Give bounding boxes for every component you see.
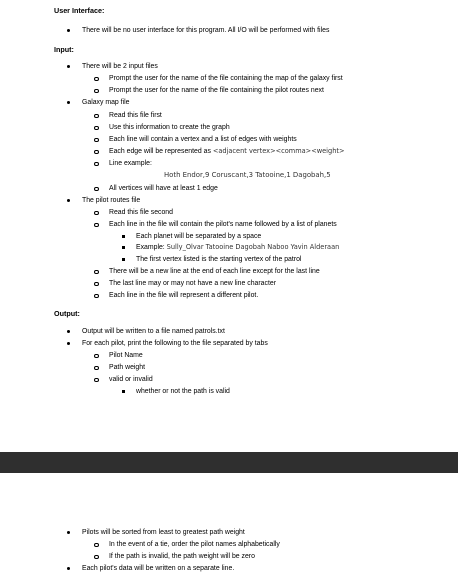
list-item: Galaxy map file bbox=[82, 98, 130, 107]
bullet-icon bbox=[67, 330, 70, 333]
circle-bullet-icon bbox=[94, 378, 99, 383]
list-item: Line example: bbox=[109, 159, 152, 168]
list-item: Each line in the file will contain the pilot's name followed by a list of planets bbox=[109, 220, 337, 229]
list-item: There will be no user interface for this program. All I/O will be performed with files bbox=[82, 26, 329, 35]
square-bullet-icon bbox=[122, 246, 125, 249]
list-item: All vertices will have at least 1 edge bbox=[109, 184, 218, 193]
list-item: For each pilot, print the following to the file separated by tabs bbox=[82, 339, 268, 348]
input-heading: Input: bbox=[54, 45, 74, 54]
list-item: Each line in the file will represent a different pilot. bbox=[109, 291, 258, 300]
circle-bullet-icon bbox=[94, 187, 99, 192]
list-item: In the event of a tie, order the pilot names alphabetically bbox=[109, 540, 280, 549]
square-bullet-icon bbox=[122, 235, 125, 238]
circle-bullet-icon bbox=[94, 126, 99, 131]
circle-bullet-icon bbox=[94, 366, 99, 371]
list-item: Each line will contain a vertex and a list of edges with weights bbox=[109, 135, 297, 144]
circle-bullet-icon bbox=[94, 282, 99, 287]
circle-bullet-icon bbox=[94, 89, 99, 94]
circle-bullet-icon bbox=[94, 114, 99, 119]
list-item: The last line may or may not have a new line character bbox=[109, 279, 276, 288]
circle-bullet-icon bbox=[94, 77, 99, 82]
user-interface-heading: User Interface: bbox=[54, 6, 105, 15]
bullet-icon bbox=[67, 342, 70, 345]
list-item: Prompt the user for the name of the file containing the map of the galaxy first bbox=[109, 74, 343, 83]
circle-bullet-icon bbox=[94, 138, 99, 143]
edge-format-code: <adjacent vertex><comma><weight> bbox=[212, 147, 345, 155]
circle-bullet-icon bbox=[94, 150, 99, 155]
bullet-icon bbox=[67, 199, 70, 202]
list-item: The pilot routes file bbox=[82, 196, 140, 205]
circle-bullet-icon bbox=[94, 270, 99, 275]
bullet-icon bbox=[67, 29, 70, 32]
list-item: There will be 2 input files bbox=[82, 62, 158, 71]
circle-bullet-icon bbox=[94, 223, 99, 228]
list-item: Output will be written to a file named patrols.txt bbox=[82, 327, 225, 336]
list-item: valid or invalid bbox=[109, 375, 153, 384]
list-item: If the path is invalid, the path weight will be zero bbox=[109, 552, 255, 561]
circle-bullet-icon bbox=[94, 354, 99, 359]
list-item: Each edge will be represented as <adjacent vertex><comma><weight> bbox=[109, 147, 344, 156]
document-page-2 bbox=[0, 473, 458, 578]
list-item: Use this information to create the graph bbox=[109, 123, 230, 132]
list-item: Path weight bbox=[109, 363, 145, 372]
circle-bullet-icon bbox=[94, 211, 99, 216]
list-item: Read this file first bbox=[109, 111, 162, 120]
circle-bullet-icon bbox=[94, 162, 99, 167]
bullet-icon bbox=[67, 101, 70, 104]
list-item: The first vertex listed is the starting vertex of the patrol bbox=[136, 255, 301, 264]
square-bullet-icon bbox=[122, 258, 125, 261]
bullet-icon bbox=[67, 65, 70, 68]
list-item: Pilots will be sorted from least to greatest path weight bbox=[82, 528, 245, 537]
page-separator bbox=[0, 452, 458, 473]
circle-bullet-icon bbox=[94, 294, 99, 299]
line-example-code: Hoth Endor,9 Coruscant,3 Tatooine,1 Dagobah,5 bbox=[164, 171, 331, 179]
list-item: Pilot Name bbox=[109, 351, 143, 360]
bullet-icon bbox=[67, 567, 70, 570]
list-item: Each pilot's data will be written on a separate line. bbox=[82, 564, 234, 573]
list-item: Each planet will be separated by a space bbox=[136, 232, 261, 241]
list-item: Read this file second bbox=[109, 208, 173, 217]
circle-bullet-icon bbox=[94, 555, 99, 560]
circle-bullet-icon bbox=[94, 543, 99, 548]
list-item: There will be a new line at the end of each line except for the last line bbox=[109, 267, 320, 276]
list-item: whether or not the path is valid bbox=[136, 387, 230, 396]
list-item: Example: Sully_Olvar Tatooine Dagobah Naboo Yavin Alderaan bbox=[136, 243, 339, 252]
square-bullet-icon bbox=[122, 390, 125, 393]
list-item: Prompt the user for the name of the file containing the pilot routes next bbox=[109, 86, 324, 95]
routes-example-code: Sully_Olvar Tatooine Dagobah Naboo Yavin Alderaan bbox=[166, 243, 340, 251]
bullet-icon bbox=[67, 531, 70, 534]
output-heading: Output: bbox=[54, 309, 80, 318]
